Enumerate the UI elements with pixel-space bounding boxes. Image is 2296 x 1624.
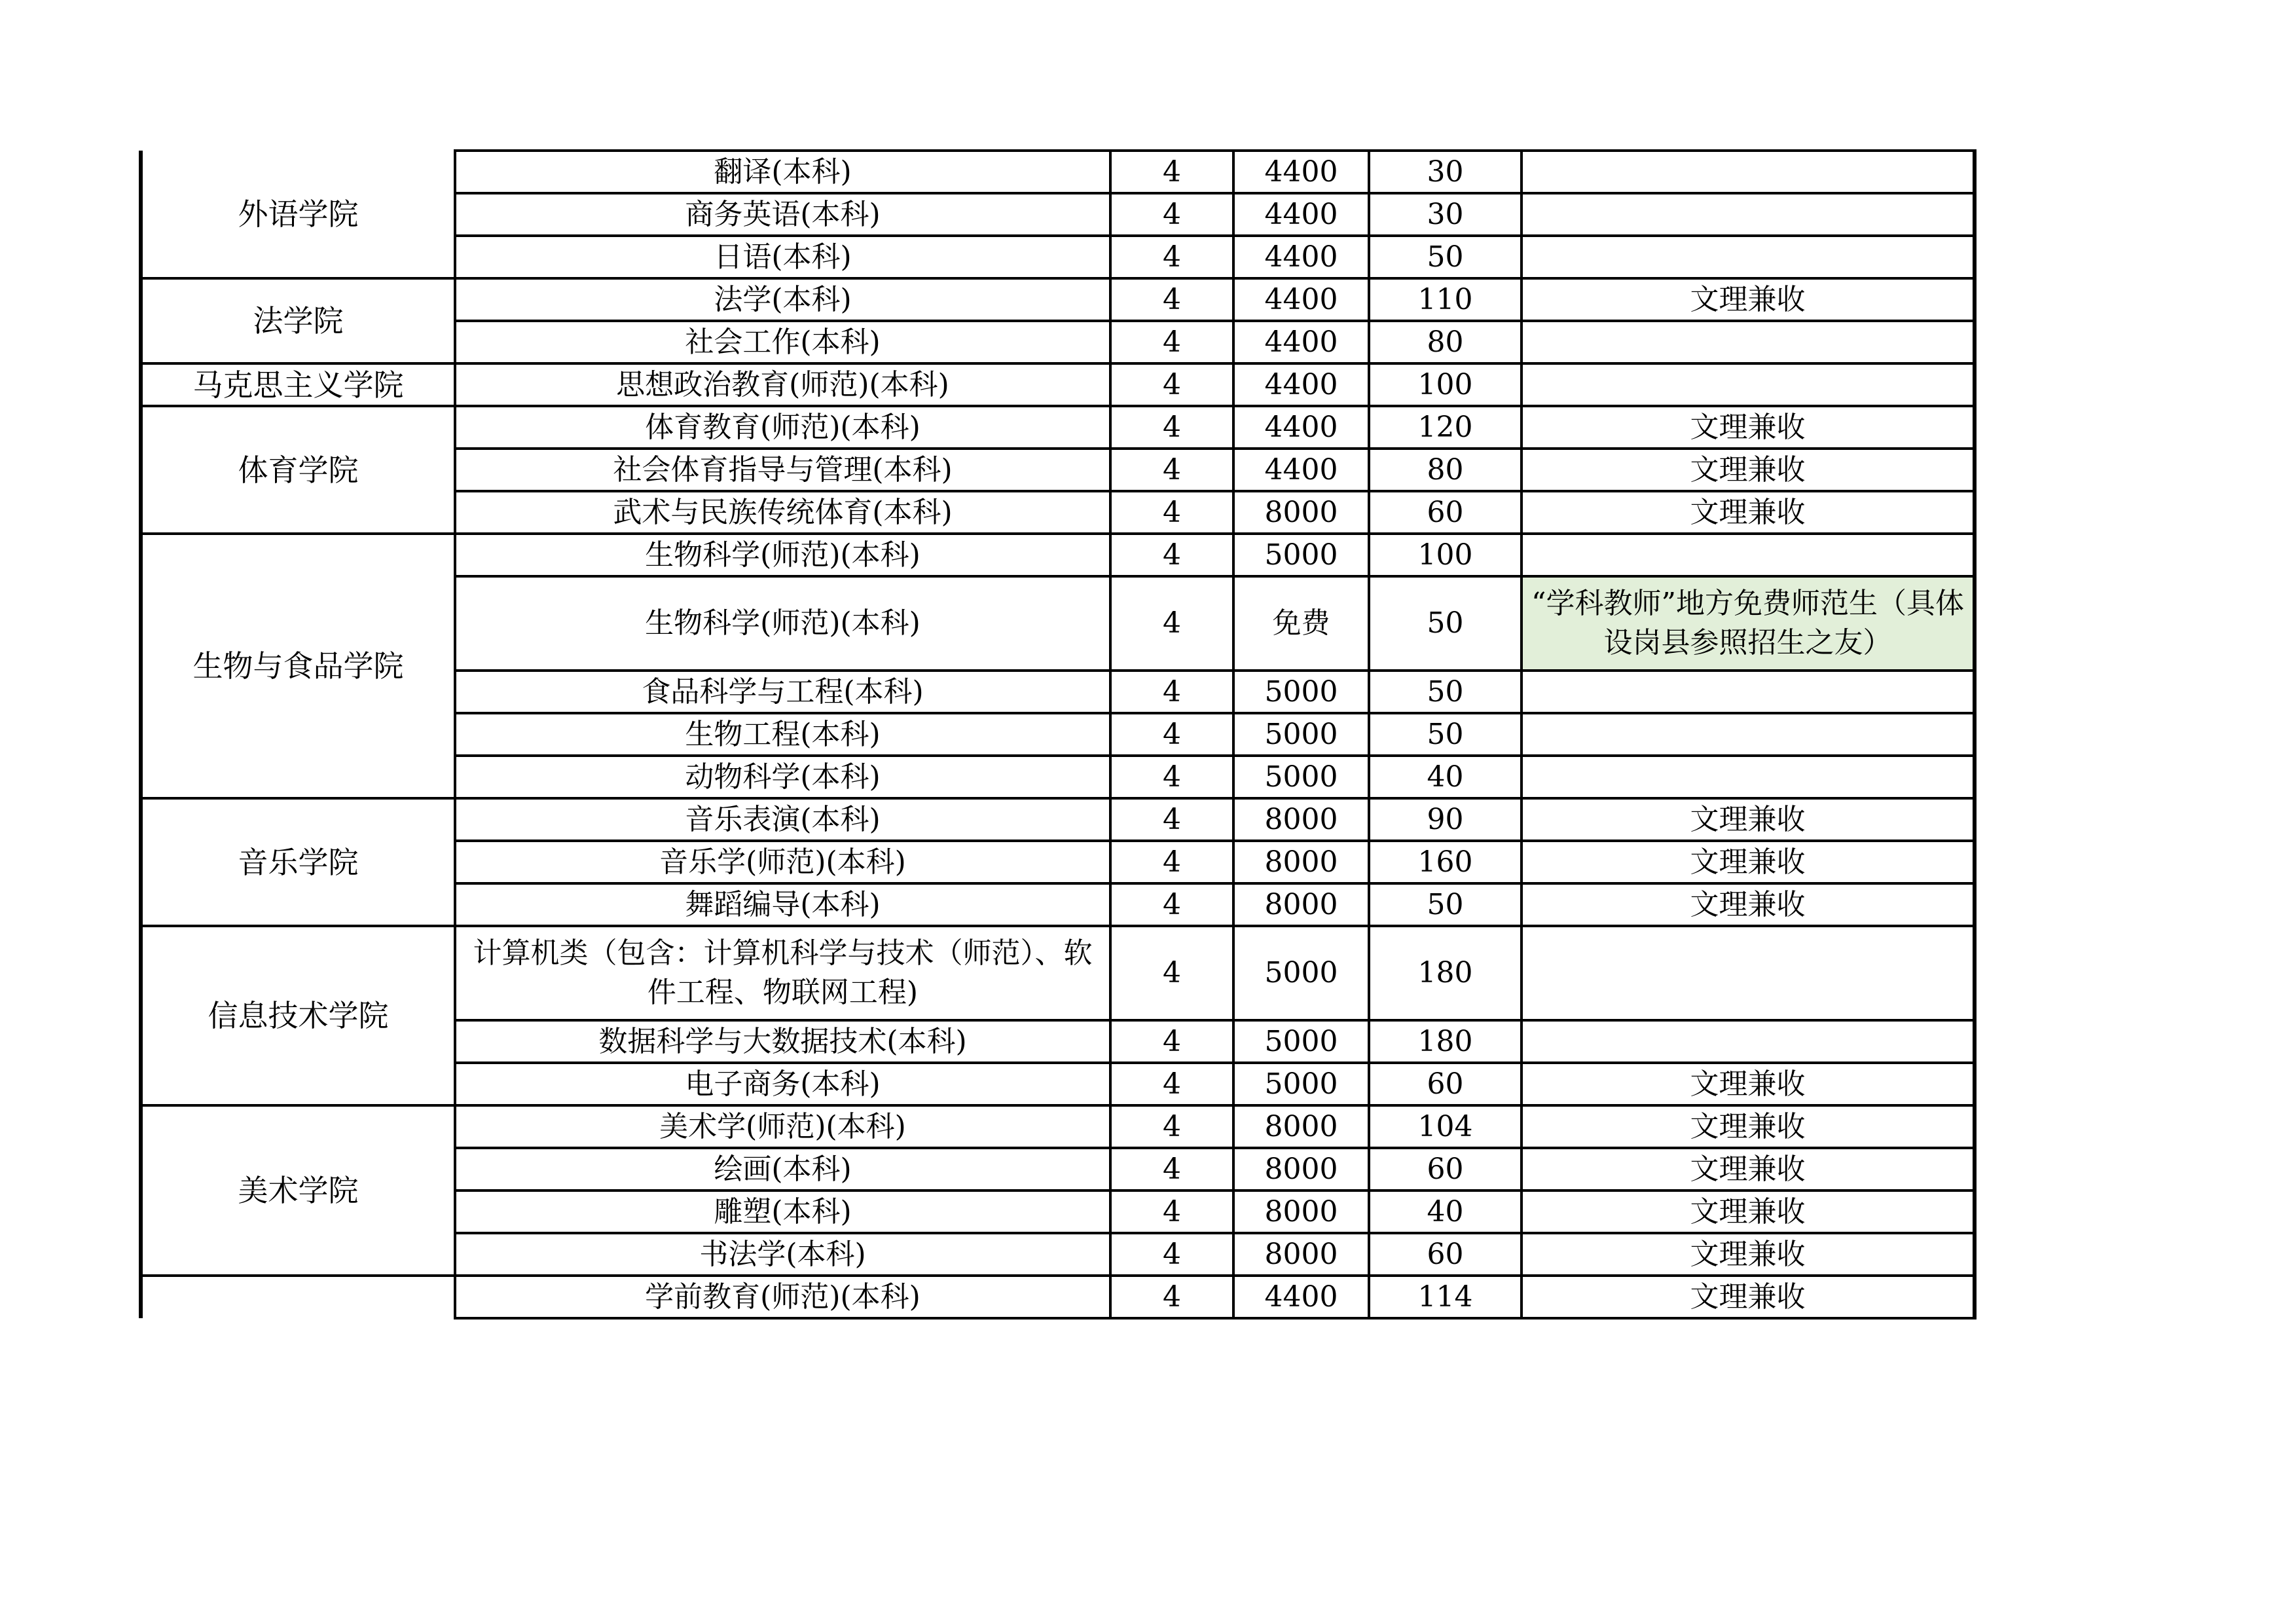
years-cell: 4 xyxy=(1110,193,1233,236)
quota-cell: 60 xyxy=(1369,1063,1522,1105)
major-cell: 体育教育(师范)(本科) xyxy=(455,406,1110,449)
enrollment-plan-table xyxy=(139,149,1977,1320)
major-cell: 书法学(本科) xyxy=(455,1233,1110,1276)
major-cell: 商务英语(本科) xyxy=(455,193,1110,236)
fee-cell: 免费 xyxy=(1233,576,1369,671)
years-cell: 4 xyxy=(1110,1276,1233,1318)
major-cell: 数据科学与大数据技术(本科) xyxy=(455,1020,1110,1063)
years-cell: 4 xyxy=(1110,1020,1233,1063)
notes-cell: 文理兼收 xyxy=(1522,491,1975,534)
notes-cell xyxy=(1522,321,1975,363)
major-cell: 绘画(本科) xyxy=(455,1148,1110,1190)
major-cell: 舞蹈编导(本科) xyxy=(455,883,1110,926)
notes-cell: 文理兼收 xyxy=(1522,1063,1975,1105)
quota-cell: 80 xyxy=(1369,321,1522,363)
college-cell: 音乐学院 xyxy=(141,798,455,926)
major-cell: 音乐学(师范)(本科) xyxy=(455,841,1110,883)
years-cell: 4 xyxy=(1110,321,1233,363)
college-cell: 体育学院 xyxy=(141,406,455,534)
table-row xyxy=(141,1276,1975,1318)
notes-cell: 文理兼收 xyxy=(1522,1148,1975,1190)
quota-cell: 50 xyxy=(1369,883,1522,926)
quota-cell: 60 xyxy=(1369,1148,1522,1190)
fee-cell: 4400 xyxy=(1233,278,1369,321)
fee-cell: 4400 xyxy=(1233,363,1369,406)
major-cell: 食品科学与工程(本科) xyxy=(455,671,1110,713)
major-cell: 雕塑(本科) xyxy=(455,1190,1110,1233)
quota-cell: 60 xyxy=(1369,491,1522,534)
quota-cell: 40 xyxy=(1369,1190,1522,1233)
major-cell: 日语(本科) xyxy=(455,236,1110,278)
quota-cell: 40 xyxy=(1369,756,1522,798)
major-cell: 法学(本科) xyxy=(455,278,1110,321)
quota-cell: 120 xyxy=(1369,406,1522,449)
notes-cell xyxy=(1522,363,1975,406)
notes-cell: 文理兼收 xyxy=(1522,883,1975,926)
years-cell: 4 xyxy=(1110,841,1233,883)
years-cell: 4 xyxy=(1110,883,1233,926)
fee-cell: 8000 xyxy=(1233,883,1369,926)
notes-cell: 文理兼收 xyxy=(1522,449,1975,491)
notes-cell: “学科教师”地方免费师范生（具体设岗县参照招生之友） xyxy=(1522,576,1975,671)
years-cell: 4 xyxy=(1110,491,1233,534)
years-cell: 4 xyxy=(1110,671,1233,713)
quota-cell: 110 xyxy=(1369,278,1522,321)
notes-cell xyxy=(1522,671,1975,713)
notes-cell: 文理兼收 xyxy=(1522,278,1975,321)
notes-cell: 文理兼收 xyxy=(1522,841,1975,883)
fee-cell: 4400 xyxy=(1233,321,1369,363)
years-cell: 4 xyxy=(1110,1233,1233,1276)
fee-cell: 5000 xyxy=(1233,926,1369,1020)
fee-cell: 8000 xyxy=(1233,1148,1369,1190)
years-cell: 4 xyxy=(1110,713,1233,756)
notes-cell xyxy=(1522,151,1975,193)
fee-cell: 8000 xyxy=(1233,491,1369,534)
college-cell: 马克思主义学院 xyxy=(141,363,455,406)
years-cell: 4 xyxy=(1110,798,1233,841)
major-cell: 学前教育(师范)(本科) xyxy=(455,1276,1110,1318)
fee-cell: 5000 xyxy=(1233,1020,1369,1063)
fee-cell: 5000 xyxy=(1233,713,1369,756)
quota-cell: 114 xyxy=(1369,1276,1522,1318)
years-cell: 4 xyxy=(1110,151,1233,193)
table-row xyxy=(141,1105,1975,1148)
fee-cell: 8000 xyxy=(1233,798,1369,841)
notes-cell: 文理兼收 xyxy=(1522,798,1975,841)
fee-cell: 8000 xyxy=(1233,841,1369,883)
quota-cell: 80 xyxy=(1369,449,1522,491)
fee-cell: 4400 xyxy=(1233,193,1369,236)
notes-cell: 文理兼收 xyxy=(1522,1105,1975,1148)
fee-cell: 4400 xyxy=(1233,449,1369,491)
notes-cell: 文理兼收 xyxy=(1522,1233,1975,1276)
fee-cell: 5000 xyxy=(1233,1063,1369,1105)
notes-cell: 文理兼收 xyxy=(1522,406,1975,449)
quota-cell: 30 xyxy=(1369,193,1522,236)
table-row xyxy=(141,798,1975,841)
quota-cell: 100 xyxy=(1369,363,1522,406)
table-row xyxy=(141,926,1975,1020)
notes-cell xyxy=(1522,926,1975,1020)
quota-cell: 60 xyxy=(1369,1233,1522,1276)
quota-cell: 160 xyxy=(1369,841,1522,883)
years-cell: 4 xyxy=(1110,236,1233,278)
college-cell: 外语学院 xyxy=(141,151,455,278)
major-cell: 武术与民族传统体育(本科) xyxy=(455,491,1110,534)
notes-cell xyxy=(1522,534,1975,576)
major-cell: 社会工作(本科) xyxy=(455,321,1110,363)
major-cell: 翻译(本科) xyxy=(455,151,1110,193)
years-cell: 4 xyxy=(1110,1063,1233,1105)
college-cell: 信息技术学院 xyxy=(141,926,455,1105)
table-row xyxy=(141,151,1975,193)
years-cell: 4 xyxy=(1110,1190,1233,1233)
major-cell: 生物科学(师范)(本科) xyxy=(455,534,1110,576)
college-cell xyxy=(141,1276,455,1318)
major-cell: 美术学(师范)(本科) xyxy=(455,1105,1110,1148)
quota-cell: 50 xyxy=(1369,713,1522,756)
table-body xyxy=(141,151,1975,1318)
table-row xyxy=(141,534,1975,576)
major-cell: 音乐表演(本科) xyxy=(455,798,1110,841)
years-cell: 4 xyxy=(1110,756,1233,798)
notes-cell: 文理兼收 xyxy=(1522,1190,1975,1233)
college-cell: 美术学院 xyxy=(141,1105,455,1276)
quota-cell: 104 xyxy=(1369,1105,1522,1148)
quota-cell: 50 xyxy=(1369,576,1522,671)
years-cell: 4 xyxy=(1110,278,1233,321)
table-row xyxy=(141,278,1975,321)
fee-cell: 4400 xyxy=(1233,1276,1369,1318)
fee-cell: 4400 xyxy=(1233,151,1369,193)
notes-cell xyxy=(1522,236,1975,278)
major-cell: 思想政治教育(师范)(本科) xyxy=(455,363,1110,406)
table-row xyxy=(141,406,1975,449)
quota-cell: 180 xyxy=(1369,926,1522,1020)
fee-cell: 8000 xyxy=(1233,1190,1369,1233)
fee-cell: 8000 xyxy=(1233,1233,1369,1276)
college-cell: 生物与食品学院 xyxy=(141,534,455,798)
major-cell: 计算机类（包含：计算机科学与技术（师范）、软件工程、物联网工程) xyxy=(455,926,1110,1020)
notes-cell xyxy=(1522,756,1975,798)
quota-cell: 50 xyxy=(1369,671,1522,713)
years-cell: 4 xyxy=(1110,926,1233,1020)
fee-cell: 5000 xyxy=(1233,671,1369,713)
years-cell: 4 xyxy=(1110,534,1233,576)
notes-cell: 文理兼收 xyxy=(1522,1276,1975,1318)
major-cell: 生物工程(本科) xyxy=(455,713,1110,756)
quota-cell: 180 xyxy=(1369,1020,1522,1063)
college-cell: 法学院 xyxy=(141,278,455,363)
fee-cell: 5000 xyxy=(1233,534,1369,576)
years-cell: 4 xyxy=(1110,363,1233,406)
major-cell: 社会体育指导与管理(本科) xyxy=(455,449,1110,491)
notes-cell xyxy=(1522,1020,1975,1063)
quota-cell: 90 xyxy=(1369,798,1522,841)
major-cell: 动物科学(本科) xyxy=(455,756,1110,798)
major-cell: 生物科学(师范)(本科) xyxy=(455,576,1110,671)
years-cell: 4 xyxy=(1110,449,1233,491)
quota-cell: 50 xyxy=(1369,236,1522,278)
quota-cell: 100 xyxy=(1369,534,1522,576)
years-cell: 4 xyxy=(1110,576,1233,671)
notes-cell xyxy=(1522,713,1975,756)
fee-cell: 4400 xyxy=(1233,236,1369,278)
major-cell: 电子商务(本科) xyxy=(455,1063,1110,1105)
quota-cell: 30 xyxy=(1369,151,1522,193)
fee-cell: 4400 xyxy=(1233,406,1369,449)
years-cell: 4 xyxy=(1110,1148,1233,1190)
table-row xyxy=(141,363,1975,406)
years-cell: 4 xyxy=(1110,1105,1233,1148)
fee-cell: 5000 xyxy=(1233,756,1369,798)
fee-cell: 8000 xyxy=(1233,1105,1369,1148)
years-cell: 4 xyxy=(1110,406,1233,449)
notes-cell xyxy=(1522,193,1975,236)
